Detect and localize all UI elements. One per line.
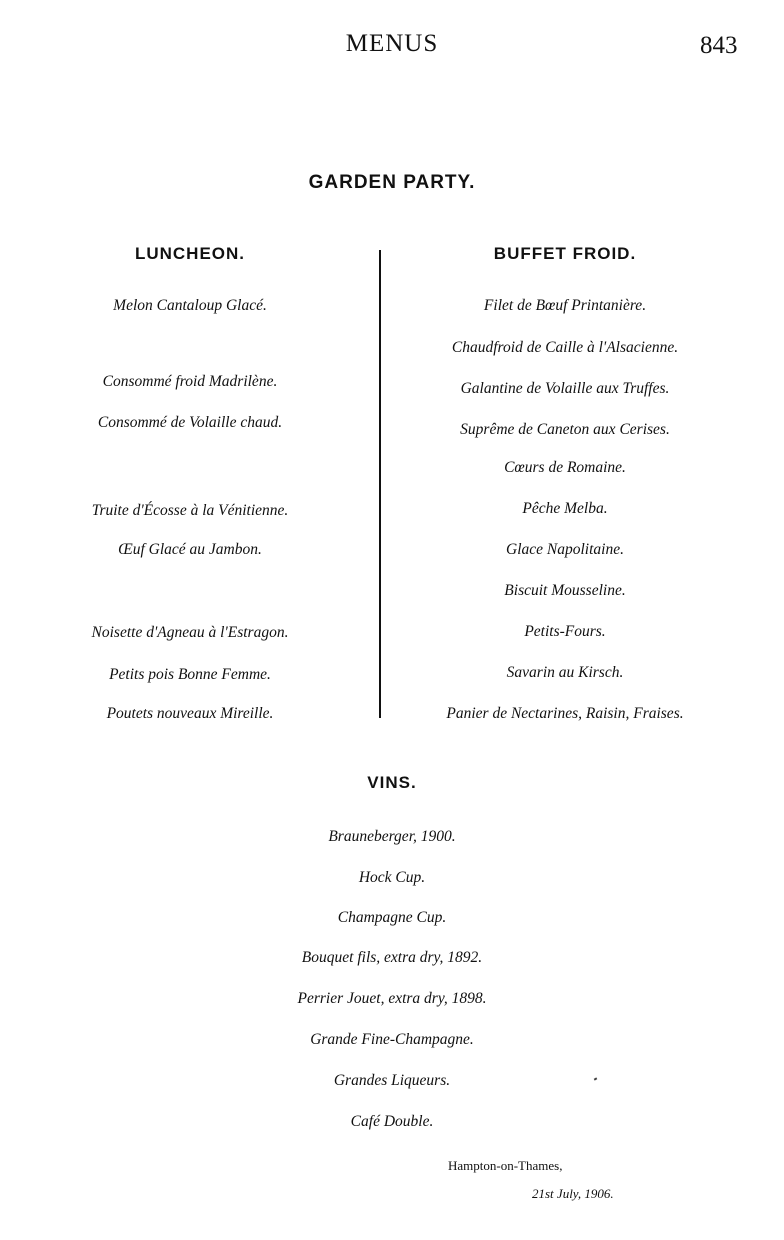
column-divider: [379, 250, 381, 718]
footer-place: Hampton-on-Thames,: [448, 1158, 563, 1173]
buffet-item: Pêche Melba.: [522, 500, 608, 517]
page-number: 843: [700, 32, 738, 59]
buffet-item: Glace Napolitaine.: [506, 541, 624, 558]
wine-item: Bouquet fils, extra dry, 1892.: [301, 949, 483, 966]
luncheon-item: Poutets nouveaux Mireille.: [106, 705, 274, 722]
wine-item: Grandes Liqueurs.: [333, 1072, 451, 1089]
buffet-item: Galantine de Volaille aux Truffes.: [460, 380, 670, 397]
footer-date: [532, 1186, 614, 1202]
buffet-item: Chaudfroid de Caille à l'Alsacienne.: [451, 339, 679, 356]
luncheon-item: Melon Cantaloup Glacé.: [113, 297, 267, 314]
wine-item: Perrier Jouet, extra dry, 1898.: [297, 990, 487, 1007]
luncheon-item: Consommé froid Madrilène.: [102, 373, 278, 390]
running-title: MENUS: [345, 30, 439, 57]
buffet-heading: BUFFET FROID.: [493, 244, 637, 263]
menu-title: GARDEN PARTY.: [308, 172, 476, 193]
footer-date-text: 21st July, 1906.: [532, 1186, 614, 1201]
luncheon-item: Noisette d'Agneau à l'Estragon.: [91, 624, 289, 641]
wine-item: Champagne Cup.: [337, 909, 447, 926]
buffet-item: Filet de Bœuf Printanière.: [483, 297, 647, 314]
wine-item: Brauneberger, 1900.: [328, 828, 456, 845]
wine-item: Grande Fine-Champagne.: [310, 1031, 474, 1048]
buffet-item: Cœurs de Romaine.: [504, 459, 626, 476]
wine-item: Café Double.: [350, 1113, 434, 1130]
vins-heading: VINS.: [367, 773, 417, 792]
luncheon-item: Consommé de Volaille chaud.: [97, 414, 283, 431]
luncheon-item: Petits pois Bonne Femme.: [109, 666, 271, 683]
buffet-item: Petits-Fours.: [524, 623, 606, 640]
luncheon-item: Œuf Glacé au Jambon.: [118, 541, 262, 558]
buffet-item: Panier de Nectarines, Raisin, Fraises.: [446, 705, 684, 722]
luncheon-heading: LUNCHEON.: [134, 244, 246, 263]
buffet-item: Biscuit Mousseline.: [504, 582, 626, 599]
buffet-item: Suprême de Caneton aux Cerises.: [460, 421, 670, 438]
luncheon-item: Truite d'Écosse à la Vénitienne.: [91, 502, 289, 519]
wine-item: Hock Cup.: [358, 869, 426, 886]
buffet-item: Savarin au Kirsch.: [506, 664, 624, 681]
